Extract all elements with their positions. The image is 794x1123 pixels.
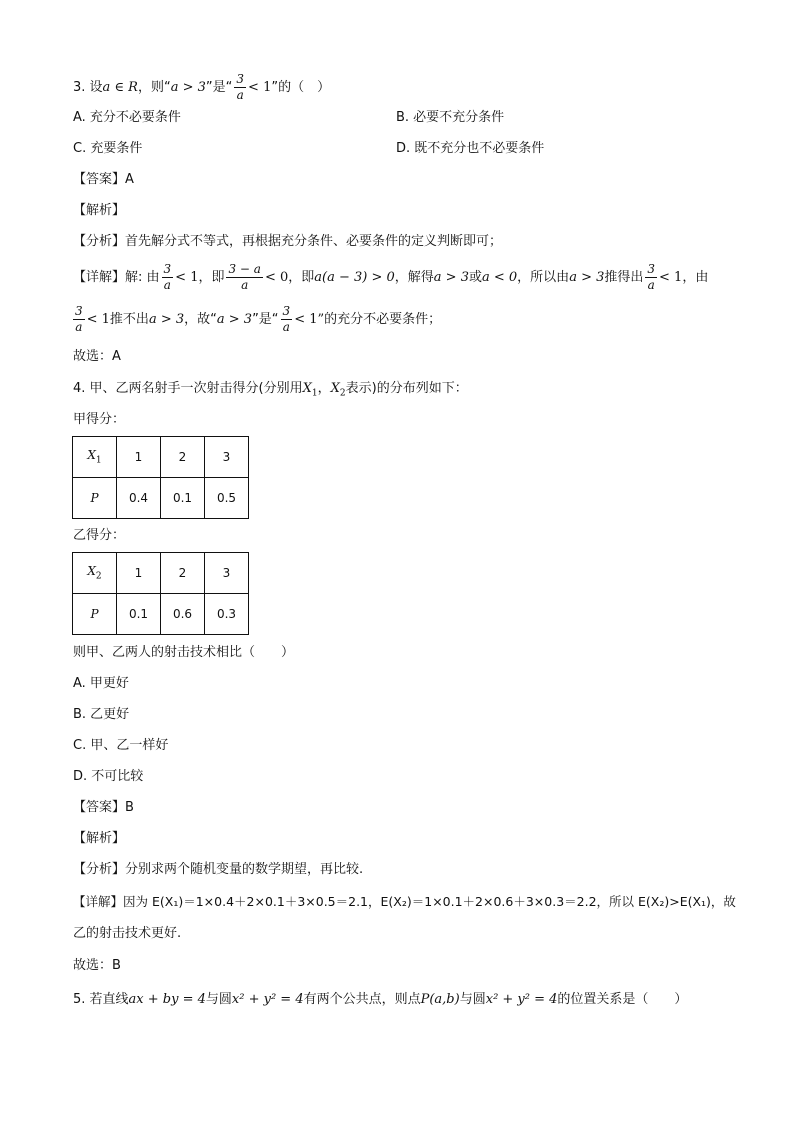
q4-option-d: D. 不可比较: [73, 769, 144, 784]
table-cell: 0.6: [161, 594, 205, 635]
fenxi-tag: 【分析】: [73, 862, 126, 877]
detail-math: a(a − 3) > 0: [314, 270, 395, 285]
q5-text: 5. 若直线: [73, 992, 129, 1007]
q3-detail-line2: [73, 304, 441, 335]
frac-numerator: 3 − a: [228, 262, 261, 276]
fraction: [645, 262, 657, 293]
q4-detail-line1: [73, 893, 736, 911]
q4-fenxi: [73, 861, 363, 879]
q3-option-c: C. 充要条件: [73, 141, 143, 156]
detail-text: < 0，即: [264, 270, 315, 285]
detail-text: ，解得: [394, 270, 434, 285]
table-cell: 3: [205, 553, 249, 594]
q5-text: 与圆: [205, 992, 232, 1007]
detail-text: < 1推不出: [86, 312, 149, 327]
q4-intro: 4. 甲、乙两名射手一次射击得分(分别用: [73, 381, 303, 396]
detail-text: 或: [468, 270, 482, 285]
q3-choose: 故选：A: [73, 349, 121, 364]
var-x2-sub: 2: [339, 388, 346, 399]
table-row: [73, 553, 249, 594]
table-cell: 1: [117, 553, 161, 594]
q4-option-c: C. 甲、乙一样好: [73, 738, 169, 753]
q3-detail-line1: [73, 262, 708, 293]
detail-math: a > 3: [148, 312, 185, 327]
table-cell: 2: [161, 553, 205, 594]
q3-option-b: B. 必要不充分条件: [396, 110, 505, 125]
fraction: [226, 262, 262, 293]
q4-intro-tail: 表示)的分布列如下：: [345, 381, 468, 396]
q3-mid1: ，则“: [137, 80, 171, 95]
var-x2: X: [330, 381, 340, 396]
q3-mid2: ”是“: [205, 80, 233, 95]
q5-circle-equation: x² + y² = 4: [231, 992, 304, 1007]
frac-denominator: a: [75, 320, 83, 334]
q5-stem: [73, 991, 687, 1009]
q3-analysis-heading: 【解析】: [73, 203, 126, 218]
q3-fraction: [234, 72, 246, 103]
detail-text: 解: 由: [125, 270, 160, 285]
fraction: [162, 262, 174, 293]
q4-question: 则甲、乙两人的射击技术相比（ ）: [73, 645, 295, 660]
detail-math: a > 3: [569, 270, 605, 285]
detail-text: < 1，即: [175, 270, 225, 285]
table-header-cell: $X_2$: [73, 553, 117, 594]
table-cell: 0.1: [117, 594, 161, 635]
q5-text: 的位置关系是（ ）: [557, 992, 688, 1007]
jia-label: 甲得分：: [73, 412, 126, 427]
q3-option-d: D. 既不充分也不必要条件: [396, 141, 545, 156]
detail-text: < 1，由: [659, 270, 709, 285]
answer-value: B: [125, 800, 134, 815]
q4-choose: 故选：B: [73, 958, 121, 973]
jia-distribution-table: [72, 436, 249, 519]
q3-cond2: a > 3: [170, 80, 206, 95]
frac-denominator: a: [282, 320, 290, 334]
table-header-cell: P: [73, 594, 117, 635]
q4-option-a: A. 甲更好: [73, 676, 129, 691]
q5-text: 与圆: [459, 992, 486, 1007]
table-cell: 2: [161, 437, 205, 478]
answer-value: A: [125, 172, 134, 187]
detail-text: 因为 E(X₁)＝1×0.4＋2×0.1＋3×0.5＝2.1，E(X₂)＝1×0.1＋2×0.6＋3×0.3＝2.2，所以 E(X₂)>E(X₁)，故: [123, 894, 736, 909]
answer-tag: 【答案】: [73, 172, 126, 187]
q5-text: 有两个公共点，则点: [303, 992, 421, 1007]
detail-math: a > 3: [433, 270, 469, 285]
table-header-cell: P: [73, 478, 117, 519]
frac-numerator: 3: [236, 72, 245, 86]
q5-circle-equation: x² + y² = 4: [485, 992, 558, 1007]
q4-option-b: B. 乙更好: [73, 707, 130, 722]
detail-math: a < 0: [481, 270, 518, 285]
xiangjie-tag: 【详解】: [73, 270, 126, 285]
table-row: [73, 478, 249, 519]
q4-analysis-heading: 【解析】: [73, 831, 126, 846]
frac-denominator: a: [163, 278, 171, 292]
q3-stem: [73, 72, 330, 103]
table-row: [73, 594, 249, 635]
q5-line-equation: ax + by = 4: [128, 992, 206, 1007]
table-cell: 0.3: [205, 594, 249, 635]
detail-text: 推得出: [604, 270, 644, 285]
fraction: [73, 304, 85, 335]
q3-fenxi: [73, 233, 502, 251]
detail-text: < 1”的充分不必要条件；: [294, 312, 442, 327]
q3-tail1: < 1: [248, 80, 272, 95]
q3-cond1: a ∈ R: [102, 80, 138, 95]
table-cell: 0.5: [205, 478, 249, 519]
frac-numerator: 3: [163, 262, 172, 276]
q4-detail-line2: 乙的射击技术更好.: [73, 926, 182, 941]
table-cell: 0.4: [117, 478, 161, 519]
q4-answer: [73, 799, 134, 817]
q3-option-a: A. 充分不必要条件: [73, 110, 181, 125]
q5-point: P(a,b): [420, 992, 460, 1007]
table-header-cell: $X_1$: [73, 437, 117, 478]
frac-denominator: a: [241, 278, 249, 292]
q4-stem: [73, 380, 468, 403]
var-x1: X: [302, 381, 312, 396]
yi-label: 乙得分：: [73, 528, 126, 543]
frac-numerator: 3: [75, 304, 83, 318]
detail-text: ”是“: [252, 312, 279, 327]
var-x1-sub: 1: [311, 388, 318, 399]
table-cell: 1: [117, 437, 161, 478]
q3-prefix: 3. 设: [73, 80, 103, 95]
frac-numerator: 3: [647, 262, 656, 276]
q3-tail2: ”的（ ）: [271, 80, 331, 95]
xiangjie-tag: 【详解】: [73, 894, 124, 909]
fenxi-text: 分别求两个随机变量的数学期望，再比较.: [125, 862, 364, 877]
fenxi-text: 首先解分式不等式，再根据充分条件、必要条件的定义判断即可；: [125, 234, 503, 249]
fraction: [281, 304, 293, 335]
frac-denominator: a: [236, 88, 244, 102]
detail-text: ，故“: [184, 312, 217, 327]
q3-answer: [73, 171, 134, 189]
table-row: [73, 437, 249, 478]
detail-text: ，所以由: [517, 270, 570, 285]
frac-numerator: 3: [282, 304, 291, 318]
fenxi-tag: 【分析】: [73, 234, 126, 249]
yi-distribution-table: [72, 552, 249, 635]
table-cell: 0.1: [161, 478, 205, 519]
frac-denominator: a: [647, 278, 655, 292]
answer-tag: 【答案】: [73, 800, 126, 815]
detail-math: a > 3: [216, 312, 253, 327]
table-cell: 3: [205, 437, 249, 478]
separator: ，: [317, 381, 331, 396]
